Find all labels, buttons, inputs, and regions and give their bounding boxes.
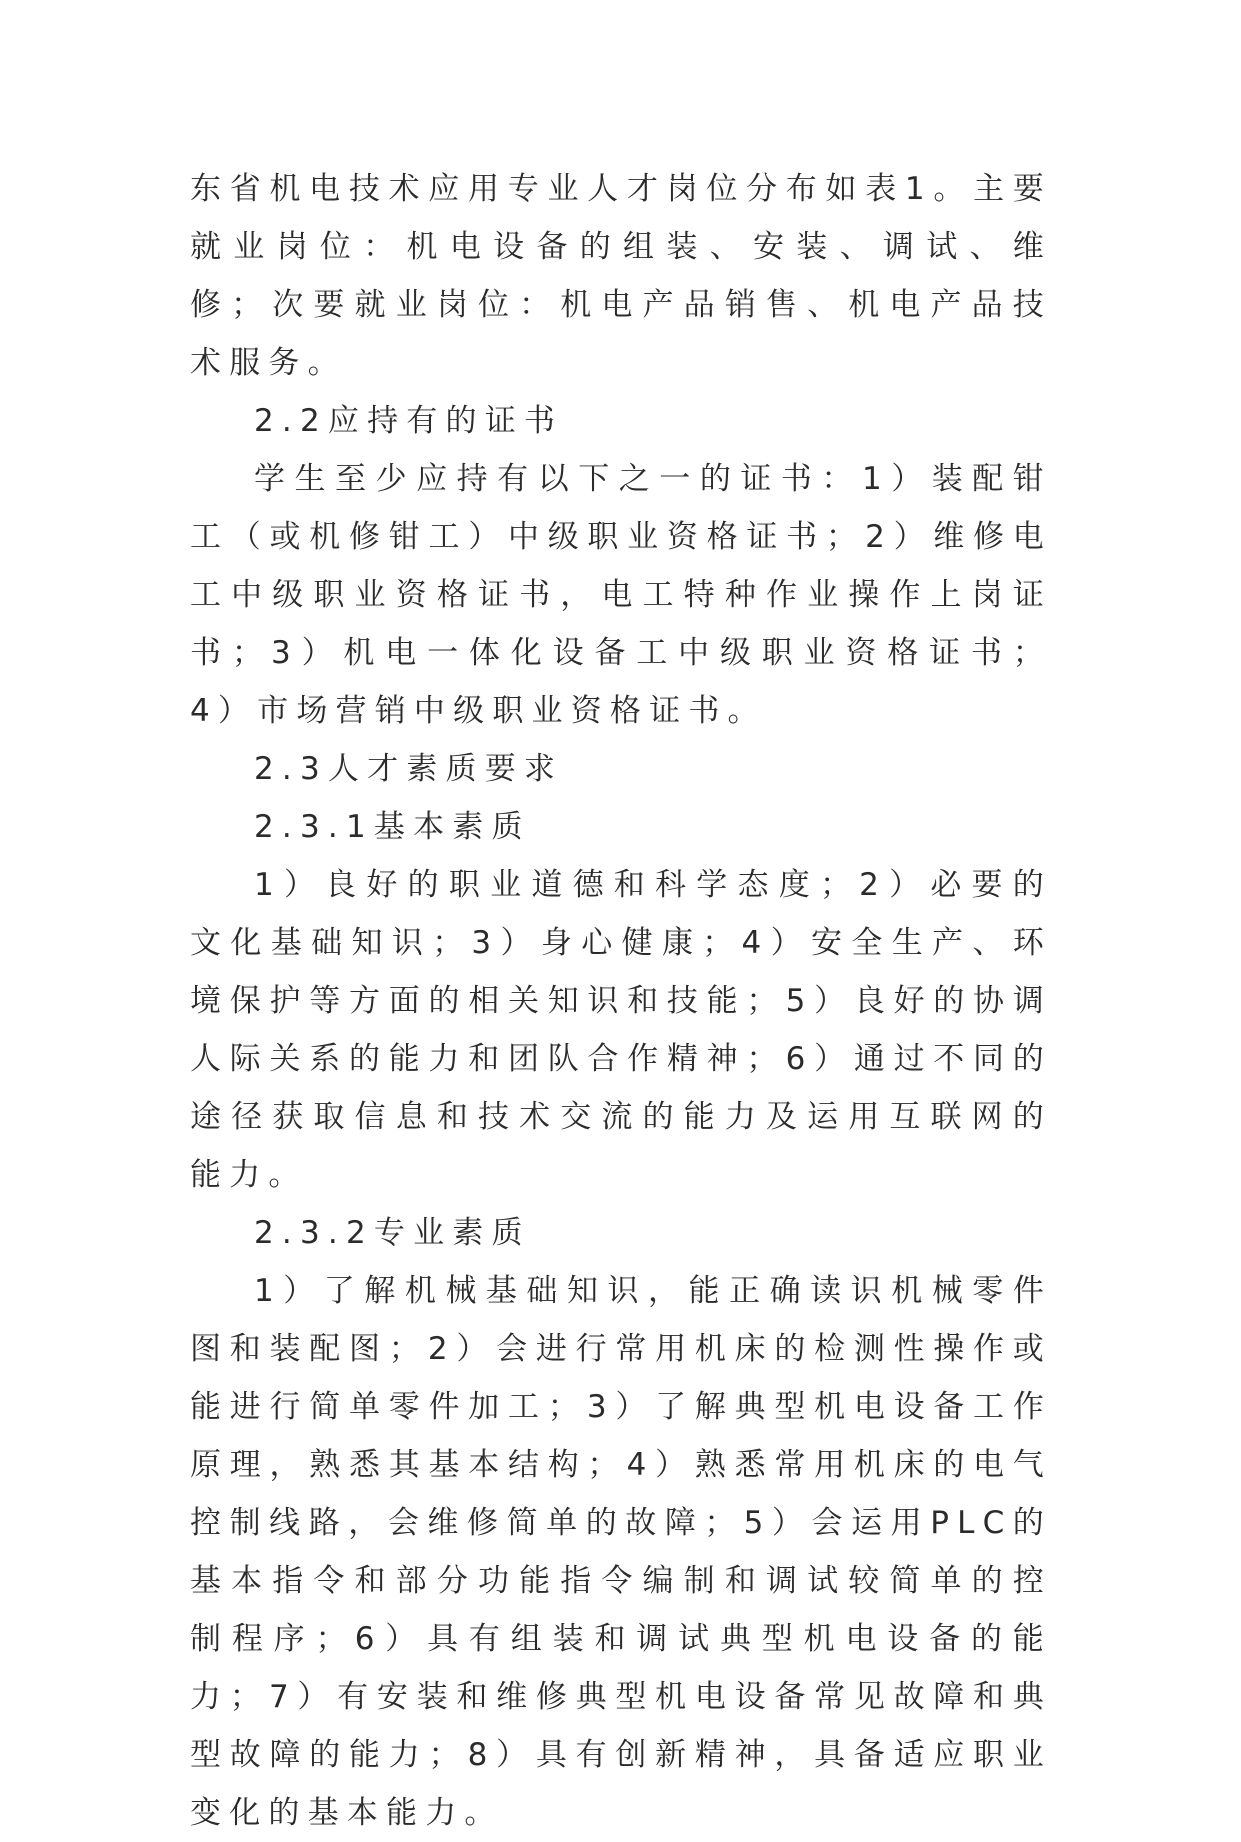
heading-2-3-1-basic-quality: 2.3.1基本素质 <box>254 809 531 845</box>
paragraph-certificates: 学生至少应持有以下之一的证书：1）装配钳工（或机修钳工）中级职业资格证书；2）维修电工中级职业资格证书，电工特种作业操作上岗证书；3）机电一体化设备工中级职业资格证书；4）市场营销中级职业资格证书。 <box>190 461 1052 729</box>
paragraph-basic-quality: 1）良好的职业道德和科学态度；2）必要的文化基础知识；3）身心健康；4）安全生产、环境保护等方面的相关知识和技能；5）良好的协调人际关系的能力和团队合作精神；6）通过不同的途径获取信息和技术交流的能力及运用互联网的能力。 <box>190 867 1052 1193</box>
paragraph-job-distribution: 东省机电技术应用专业人才岗位分布如表1。主要就业岗位：机电设备的组装、安装、调试、维修；次要就业岗位：机电产品销售、机电产品技术服务。 <box>190 171 1052 381</box>
heading-2-3-quality-requirements: 2.3人才素质要求 <box>254 751 564 787</box>
heading-2-3-2-professional-quality: 2.3.2专业素质 <box>254 1215 531 1251</box>
heading-2-2-certificates: 2.2应持有的证书 <box>254 403 564 439</box>
document-page <box>190 160 1052 1842</box>
paragraph-professional-quality: 1）了解机械基础知识，能正确读识机械零件图和装配图；2）会进行常用机床的检测性操作或能进行简单零件加工；3）了解典型机电设备工作原理，熟悉其基本结构；4）熟悉常用机床的电气控制线路，会维修简单的故障；5）会运用PLC的基本指令和部分功能指令编制和调试较简单的控制程序；6）具有组装和调试典型机电设备的能力；7）有安装和维修典型机电设备常见故障和典型故障的能力；8）具有创新精神，具备适应职业变化的基本能力。 <box>190 1273 1052 1831</box>
